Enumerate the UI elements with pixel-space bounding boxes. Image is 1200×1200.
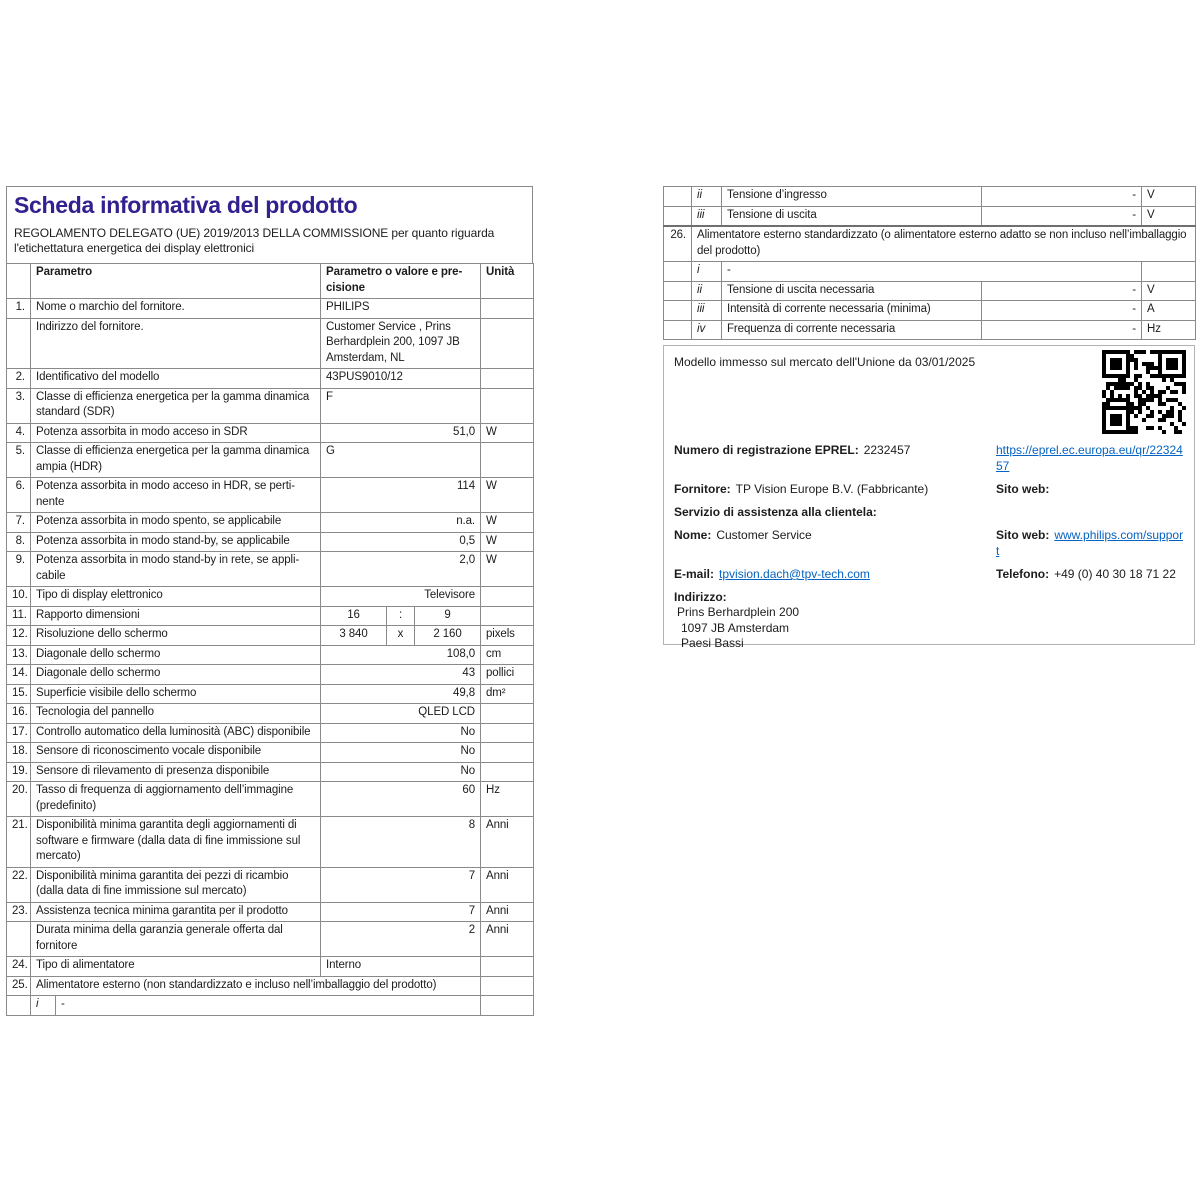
row-number bbox=[7, 996, 31, 1016]
row-number: 22. bbox=[7, 867, 31, 902]
nome-row bbox=[674, 527, 1184, 559]
telefono-label: Telefono: bbox=[996, 567, 1050, 581]
param-cell: Potenza assorbita in modo stand-by, se applicabile bbox=[31, 532, 321, 552]
row-number: 2. bbox=[7, 369, 31, 389]
subrow-number: iii bbox=[692, 301, 722, 321]
row-number: 7. bbox=[7, 513, 31, 533]
table-row bbox=[7, 684, 534, 704]
market-info-box bbox=[663, 345, 1195, 650]
value-cell: No bbox=[321, 743, 481, 763]
indirizzo-label: Indirizzo: bbox=[674, 590, 727, 604]
unit-cell: V bbox=[1142, 187, 1196, 207]
unit-cell: W bbox=[481, 552, 534, 587]
unit-cell bbox=[481, 606, 534, 626]
product-fiche-panel bbox=[6, 186, 533, 1016]
table-row-span bbox=[7, 976, 534, 996]
param-cell: Diagonale dello schermo bbox=[31, 665, 321, 685]
row-number: 24. bbox=[7, 957, 31, 977]
table-row bbox=[7, 723, 534, 743]
row-number: 1. bbox=[7, 299, 31, 319]
row-number: 6. bbox=[7, 478, 31, 513]
param-cell: Tecnologia del pannello bbox=[31, 704, 321, 724]
table-row-ratio bbox=[7, 606, 534, 626]
row-number bbox=[664, 301, 692, 321]
dash-cell: - bbox=[722, 262, 1142, 282]
table-row-span bbox=[664, 226, 1196, 262]
subrow-number: i bbox=[31, 996, 56, 1016]
param-cell: Intensità di corrente necessaria (minima) bbox=[722, 301, 982, 321]
unit-cell: Anni bbox=[481, 867, 534, 902]
unit-cell: V bbox=[1142, 206, 1196, 226]
unit-cell: Anni bbox=[481, 817, 534, 868]
row-number: 15. bbox=[7, 684, 31, 704]
param-cell: Tensione d’ingresso bbox=[722, 187, 982, 207]
fornitore-label: Fornitore: bbox=[674, 482, 731, 496]
param-cell: Nome o marchio del fornitore. bbox=[31, 299, 321, 319]
table-row bbox=[7, 665, 534, 685]
row-number bbox=[7, 922, 31, 957]
value-cell: 49,8 bbox=[321, 684, 481, 704]
subrow-number: iv bbox=[692, 320, 722, 340]
value-cell: - bbox=[982, 187, 1142, 207]
qr-code bbox=[1102, 350, 1186, 434]
table-row bbox=[7, 704, 534, 724]
value-cell: Interno bbox=[321, 957, 481, 977]
telefono-value: +49 (0) 40 30 18 71 22 bbox=[1054, 567, 1176, 581]
param-cell: Classe di efficienza energetica per la gamma dinamica standard (SDR) bbox=[31, 388, 321, 423]
value-cell: 60 bbox=[321, 782, 481, 817]
sito-web-label-2: Sito web: bbox=[996, 528, 1050, 542]
table-row bbox=[7, 922, 534, 957]
value-cell: F bbox=[321, 388, 481, 423]
param-cell: Potenza assorbita in modo acceso in SDR bbox=[31, 423, 321, 443]
unit-cell bbox=[481, 723, 534, 743]
unit-cell: W bbox=[481, 513, 534, 533]
value-cell: - bbox=[982, 281, 1142, 301]
param-cell: Classe di efficienza energetica per la gamma dinamica ampia (HDR) bbox=[31, 443, 321, 478]
table-row bbox=[7, 587, 534, 607]
param-cell: Tensione di uscita bbox=[722, 206, 982, 226]
row-number: 19. bbox=[7, 762, 31, 782]
unit-cell bbox=[481, 369, 534, 389]
unit-cell bbox=[481, 443, 534, 478]
param-cell: Potenza assorbita in modo stand-by in rete, se applicabile bbox=[31, 552, 321, 587]
fornitore-row bbox=[674, 481, 1184, 497]
row-number bbox=[664, 206, 692, 226]
param-cell: Tipo di display elettronico bbox=[31, 587, 321, 607]
row-number: 9. bbox=[7, 552, 31, 587]
param-cell: Sensore di rilevamento di presenza disponibile bbox=[31, 762, 321, 782]
table-subrow bbox=[664, 262, 1196, 282]
unit-cell bbox=[1142, 262, 1196, 282]
unit-cell: W bbox=[481, 532, 534, 552]
value-cell: - bbox=[982, 301, 1142, 321]
table-row bbox=[664, 320, 1196, 340]
row-number: 17. bbox=[7, 723, 31, 743]
param-cell: Frequenza di corrente necessaria bbox=[722, 320, 982, 340]
span-cell: Alimentatore esterno (non standardizzato e incluso nell’imballaggio del prodotto) bbox=[31, 976, 481, 996]
row-number: 21. bbox=[7, 817, 31, 868]
email-label: E-mail: bbox=[674, 567, 715, 581]
value-cell: 43 bbox=[321, 665, 481, 685]
row-number bbox=[664, 262, 692, 282]
eprel-row bbox=[674, 442, 1184, 474]
table-subrow bbox=[7, 996, 534, 1016]
param-cell: Tasso di frequenza di aggiornamento dell’immagine (predefinito) bbox=[31, 782, 321, 817]
unit-cell bbox=[481, 762, 534, 782]
table-row bbox=[7, 782, 534, 817]
row-number bbox=[7, 318, 31, 369]
table-row bbox=[7, 513, 534, 533]
page-title: Scheda informativa del prodotto bbox=[14, 192, 358, 218]
row-number: 14. bbox=[7, 665, 31, 685]
table-row bbox=[7, 532, 534, 552]
value-cell: - bbox=[982, 320, 1142, 340]
dash-cell: - bbox=[56, 996, 481, 1016]
row-number: 26. bbox=[664, 226, 692, 262]
value-cell: 7 bbox=[321, 902, 481, 922]
value-cell: 51,0 bbox=[321, 423, 481, 443]
row-number: 10. bbox=[7, 587, 31, 607]
row-number: 20. bbox=[7, 782, 31, 817]
table-row bbox=[7, 478, 534, 513]
unit-cell: W bbox=[481, 478, 534, 513]
table-row bbox=[664, 281, 1196, 301]
unit-cell: Hz bbox=[1142, 320, 1196, 340]
row-number bbox=[664, 281, 692, 301]
parameters-table-right-wrap bbox=[663, 186, 1196, 340]
value-sep-cell: x bbox=[387, 626, 415, 646]
param-cell: Potenza assorbita in modo acceso in HDR, se pertinente bbox=[31, 478, 321, 513]
table-row bbox=[7, 902, 534, 922]
unit-cell: dm² bbox=[481, 684, 534, 704]
row-number: 13. bbox=[7, 645, 31, 665]
row-number: 4. bbox=[7, 423, 31, 443]
unit-cell bbox=[481, 976, 534, 996]
table-header-row bbox=[7, 264, 534, 299]
servizio-label: Servizio di assistenza alla clientela: bbox=[674, 505, 877, 519]
unit-cell bbox=[481, 388, 534, 423]
value-cell: No bbox=[321, 762, 481, 782]
unit-cell: cm bbox=[481, 645, 534, 665]
unit-cell bbox=[481, 957, 534, 977]
param-cell: Controllo automatico della luminosità (ABC) disponibile bbox=[31, 723, 321, 743]
row-number bbox=[664, 187, 692, 207]
row-number: 25. bbox=[7, 976, 31, 996]
eprel-link[interactable]: https://eprel.ec.europa.eu/qr/2232457 bbox=[996, 443, 1183, 473]
row-number: 23. bbox=[7, 902, 31, 922]
unit-cell bbox=[481, 318, 534, 369]
address-line: 1097 JB Amsterdam bbox=[681, 620, 790, 635]
value-cell: 0,5 bbox=[321, 532, 481, 552]
table-row bbox=[664, 206, 1196, 226]
param-cell: Diagonale dello schermo bbox=[31, 645, 321, 665]
subrow-number: i bbox=[692, 262, 722, 282]
table-row-resolution bbox=[7, 626, 534, 646]
market-intro: Modello immesso sul mercato dell'Unione da 03/01/2025 bbox=[674, 355, 976, 369]
value-cell: 8 bbox=[321, 817, 481, 868]
support-website-link[interactable]: www.philips.com/support bbox=[996, 528, 1184, 558]
unit-cell bbox=[481, 743, 534, 763]
table-row bbox=[7, 423, 534, 443]
email-row bbox=[674, 566, 1184, 582]
value-b-cell: 2 160 bbox=[415, 626, 481, 646]
address-line: Paesi Bassi bbox=[681, 636, 744, 650]
unit-cell: W bbox=[481, 423, 534, 443]
table-row bbox=[7, 443, 534, 478]
param-cell: Rapporto dimensioni bbox=[31, 606, 321, 626]
table-row bbox=[7, 318, 534, 369]
value-cell: 43PUS9010/12 bbox=[321, 369, 481, 389]
panel-header bbox=[6, 186, 533, 263]
param-cell: Durata minima della garanzia generale offerta dal fornitore bbox=[31, 922, 321, 957]
unit-cell bbox=[481, 704, 534, 724]
unit-cell bbox=[481, 587, 534, 607]
unit-cell: V bbox=[1142, 281, 1196, 301]
row-number: 18. bbox=[7, 743, 31, 763]
value-cell: QLED LCD bbox=[321, 704, 481, 724]
value-cell: 2 bbox=[321, 922, 481, 957]
email-link[interactable]: tpvision.dach@tpv-tech.com bbox=[719, 567, 870, 581]
subrow-number: ii bbox=[692, 281, 722, 301]
value-cell: - bbox=[982, 206, 1142, 226]
table-row bbox=[7, 762, 534, 782]
unit-cell: A bbox=[1142, 301, 1196, 321]
eprel-label: Numero di registrazione EPREL: bbox=[674, 443, 859, 457]
parameters-table-right bbox=[663, 186, 1196, 340]
parameters-table-left bbox=[6, 263, 534, 1016]
regulation-text: REGOLAMENTO DELEGATO (UE) 2019/2013 DELLA COMMISSIONE per quanto riguarda l'etichettatura energetica dei display elettronici bbox=[14, 226, 495, 255]
row-number: 16. bbox=[7, 704, 31, 724]
table-row bbox=[7, 867, 534, 902]
unit-cell: Anni bbox=[481, 922, 534, 957]
table-row bbox=[7, 743, 534, 763]
header-num-cell bbox=[7, 264, 31, 299]
param-cell: Risoluzione dello schermo bbox=[31, 626, 321, 646]
table-row bbox=[7, 388, 534, 423]
value-a-cell: 3 840 bbox=[321, 626, 387, 646]
value-cell: 2,0 bbox=[321, 552, 481, 587]
unit-cell: Hz bbox=[481, 782, 534, 817]
value-cell: Televisore bbox=[321, 587, 481, 607]
table-row bbox=[664, 301, 1196, 321]
table-row bbox=[7, 645, 534, 665]
address-line: Prins Berhardplein 200 bbox=[677, 605, 800, 619]
row-number: 5. bbox=[7, 443, 31, 478]
subrow-number: iii bbox=[692, 206, 722, 226]
row-number bbox=[664, 320, 692, 340]
subrow-number: ii bbox=[692, 187, 722, 207]
sito-web-label: Sito web: bbox=[996, 482, 1050, 496]
value-b-cell: 9 bbox=[415, 606, 481, 626]
unit-cell: Anni bbox=[481, 902, 534, 922]
value-cell: 114 bbox=[321, 478, 481, 513]
unit-cell bbox=[481, 996, 534, 1016]
param-cell: Indirizzo del fornitore. bbox=[31, 318, 321, 369]
table-row bbox=[7, 957, 534, 977]
row-number: 3. bbox=[7, 388, 31, 423]
span-cell: Alimentatore esterno standardizzato (o alimentatore esterno adatto se non incluso nell’imballaggio del prodotto) bbox=[692, 226, 1196, 262]
table-row bbox=[7, 817, 534, 868]
row-number: 11. bbox=[7, 606, 31, 626]
unit-cell bbox=[481, 299, 534, 319]
value-cell: PHILIPS bbox=[321, 299, 481, 319]
unit-cell: pixels bbox=[481, 626, 534, 646]
row-number: 8. bbox=[7, 532, 31, 552]
nome-value: Customer Service bbox=[716, 528, 812, 542]
param-cell: Disponibilità minima garantita dei pezzi di ricambio (dalla data di fine immissione sul mercato) bbox=[31, 867, 321, 902]
value-cell: n.a. bbox=[321, 513, 481, 533]
param-cell: Identificativo del modello bbox=[31, 369, 321, 389]
header-value: Parametro o valore e precisione bbox=[321, 264, 481, 299]
param-cell: Disponibilità minima garantita degli aggiornamenti di software e firmware (dalla data di fine immissione sul mercato) bbox=[31, 817, 321, 868]
param-cell: Tensione di uscita necessaria bbox=[722, 281, 982, 301]
param-cell: Superficie visibile dello schermo bbox=[31, 684, 321, 704]
nome-label: Nome: bbox=[674, 528, 712, 542]
value-cell: 7 bbox=[321, 867, 481, 902]
value-cell: 108,0 bbox=[321, 645, 481, 665]
unit-cell: pollici bbox=[481, 665, 534, 685]
value-cell: Customer Service , Prins Berhardplein 200, 1097 JB Amsterdam, NL bbox=[321, 318, 481, 369]
table-row bbox=[7, 369, 534, 389]
table-row bbox=[7, 552, 534, 587]
fornitore-value: TP Vision Europe B.V. (Fabbricante) bbox=[735, 482, 929, 496]
value-sep-cell: : bbox=[387, 606, 415, 626]
eprel-value: 2232457 bbox=[863, 443, 911, 457]
value-a-cell: 16 bbox=[321, 606, 387, 626]
table-row bbox=[664, 187, 1196, 207]
table-row bbox=[7, 299, 534, 319]
value-cell: No bbox=[321, 723, 481, 743]
param-cell: Tipo di alimentatore bbox=[31, 957, 321, 977]
param-cell: Sensore di riconoscimento vocale disponibile bbox=[31, 743, 321, 763]
row-number: 12. bbox=[7, 626, 31, 646]
param-cell: Assistenza tecnica minima garantita per il prodotto bbox=[31, 902, 321, 922]
header-unit: Unità bbox=[481, 264, 534, 299]
param-cell: Potenza assorbita in modo spento, se applicabile bbox=[31, 513, 321, 533]
header-param: Parametro bbox=[31, 264, 321, 299]
value-cell: G bbox=[321, 443, 481, 478]
